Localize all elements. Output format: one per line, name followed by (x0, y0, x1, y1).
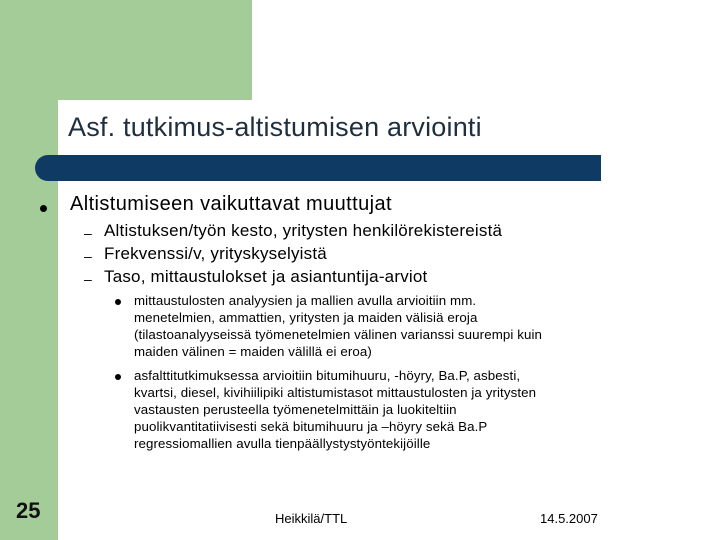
title-divider-bar (35, 155, 601, 181)
text-line: asfalttitutkimuksessa arvioitiin bitumihuuru, -höyry, Ba.P, asbesti, (134, 368, 521, 383)
text-line: vastausten perusteella työmenetelmittäin ja luokiteltiin (134, 402, 457, 417)
sub-bullet-2: Frekvenssi/v, yrityskyselyistä (104, 244, 327, 263)
text-line: menetelmien, ammattien, yritysten ja maiden välisiä eroja (134, 310, 478, 325)
sub-sub-bullet-1 (134, 292, 690, 360)
text-line: mittaustulosten analyysien ja mallien avulla arvioitiin mm. (134, 293, 477, 308)
text-line: kvartsi, diesel, kivihiilipiki altistumistasot mittaustulosten ja yritysten (134, 385, 537, 400)
footer-date: 14.5.2007 (540, 511, 598, 526)
sub-bullet-1: Altistuksen/työn kesto, yritysten henkilörekistereistä (104, 221, 503, 240)
page-number: 25 (16, 498, 41, 523)
bullet-dot-icon (115, 299, 121, 305)
text-line: maiden välinen = maiden välillä ei eroa) (134, 344, 372, 359)
slide-title: Asf. tutkimus-altistumisen arviointi (68, 112, 482, 142)
text-line: puolikvantitatiivisesti sekä bitumihuuru ja –höyry sekä Ba.P (134, 419, 488, 434)
decorative-side-strip (0, 152, 58, 540)
footer-author: Heikkilä/TTL (275, 511, 348, 526)
sub-bullet-3: Taso, mittaustulokset ja asiantuntija-arviot (104, 267, 428, 286)
dash-bullet-icon: – (84, 271, 92, 287)
sub-sub-bullet-2 (134, 367, 690, 452)
bullet-dot-icon (115, 374, 121, 380)
dash-bullet-icon: – (84, 225, 92, 241)
dash-bullet-icon: – (84, 248, 92, 264)
text-line: (tilastoanalyyseissä työmenetelmien välinen varianssi suurempi kuin (134, 327, 543, 342)
main-bullet: Altistumiseen vaikuttavat muuttujat (70, 193, 392, 215)
text-line: regressiomallien avulla tienpäällystystyöntekijöille (134, 436, 431, 451)
bullet-dot-icon (40, 205, 47, 212)
